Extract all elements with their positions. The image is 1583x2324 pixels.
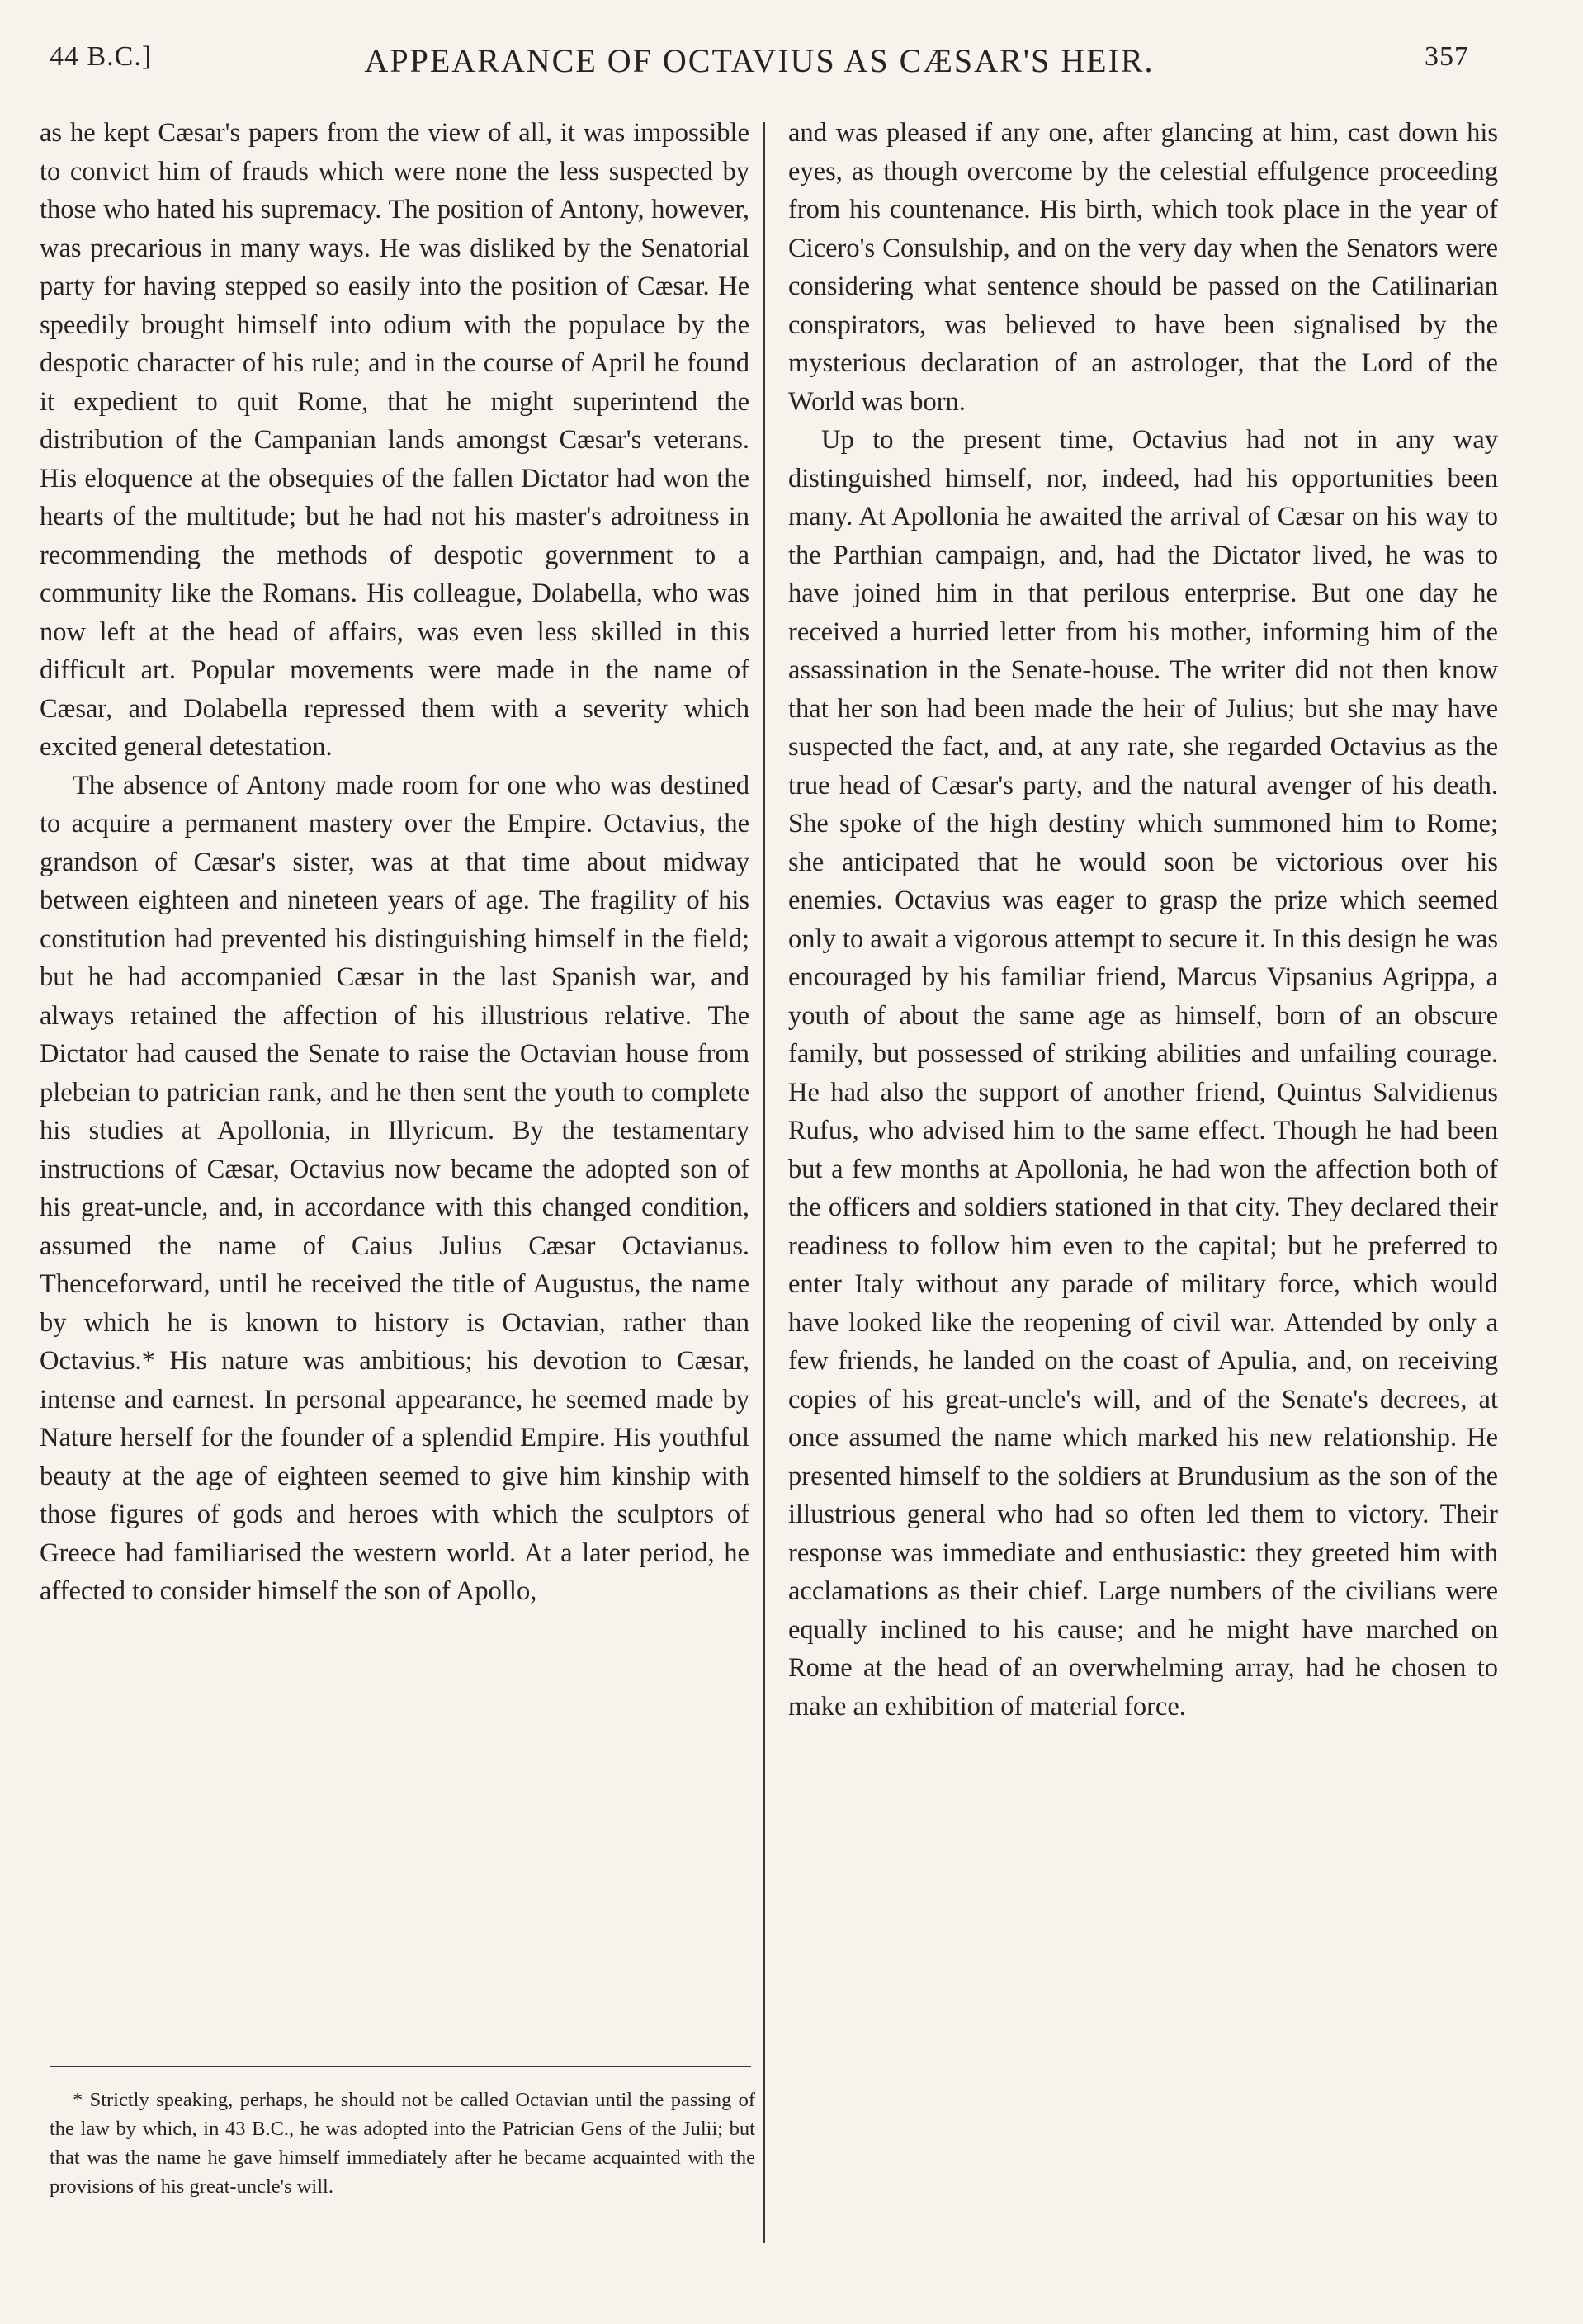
left-paragraph-1: as he kept Cæsar's papers from the view of all, it was impossible to convict him of frauds which were none the less suspected by those who hated his supremacy. The position of Antony, however, was precarious in many ways. He was disliked by the Senatorial party for having stepped so easily into the position of Cæsar. He speedily brought himself into odium with the populace by the despotic character of his rule; and in the course of April he found it expedient to quit Rome, that he might superintend the distribution of the Campanian lands amongst Cæsar's veterans. His eloquence at the obsequies of the fallen Dictator had won the hearts of the multitude; but he had not his master's adroitness in recommending the methods of despotic government to a community like the Romans. His colleague, Dolabella, who was now left at the head of affairs, was even less skilled in this difficult art. Popular movements were made in the name of Cæsar, and Dolabella repressed them with a severity which excited general detestation. xyxy=(40,118,749,762)
page-number: 357 xyxy=(1425,41,1469,72)
right-column xyxy=(788,114,1498,1726)
running-header xyxy=(50,41,1469,83)
footnote-rule xyxy=(50,2066,751,2067)
right-paragraph-1: and was pleased if any one, after glancing at him, cast down his eyes, as though overcome by the celestial effulgence proceeding from his countenance. His birth, which took place in the year of Cicero's Consulship, and on the very day when the Senators were considering what sentence should be passed on the Catilinarian conspirators, was believed to have been signalised by the mysterious declaration of an astrologer, that the Lord of the World was born. xyxy=(788,118,1498,417)
column-divider xyxy=(763,122,765,2243)
footnote-text: * Strictly speaking, perhaps, he should not be called Octavian until the passing of the law by which, in 43 B.C., he was adopted into the Patrician Gens of the Julii; but that was the name he gave himself immediately after he became acquainted with the provisions of his great-uncle's will. xyxy=(50,2089,755,2198)
header-year: 44 B.C.] xyxy=(50,41,153,72)
left-column xyxy=(40,114,749,1611)
header-title: APPEARANCE OF OCTAVIUS AS CÆSAR'S HEIR. xyxy=(364,42,1155,79)
right-paragraph-2: Up to the present time, Octavius had not in any way distinguished himself, nor, indeed, had his opportunities been many. At Apollonia he awaited the arrival of Cæsar on his way to the Parthian campaign, and, had the Dictator lived, he was to have joined him in that perilous enterprise. But one day he received a hurried letter from his mother, informing him of the assassination in the Senate-house. The writer did not then know that her son had been made the heir of Julius; but she may have suspected the fact, and, at any rate, she regarded Octavius as the true head of Cæsar's party, and the natural avenger of his death. She spoke of the high destiny which summoned him to Rome; she anticipated that he would soon be victorious over his enemies. Octavius was eager to grasp the prize which seemed only to await a vigorous attempt to secure it. In this design he was encouraged by his familiar friend, Marcus Vipsanius Agrippa, a youth of about the same age as himself, born of an obscure family, but possessed of striking abilities and unfailing courage. He had also the support of another friend, Quintus Salvidienus Rufus, who advised him to the same effect. Though he had been but a few months at Apollonia, he had won the affection both of the officers and soldiers stationed in that city. They declared their readiness to follow him even to the capital; but he preferred to enter Italy without any parade of military force, which would have looked like the reopening of civil war. Attended by only a few friends, he landed on the coast of Apulia, and, on receiving copies of his great-uncle's will, and of the Senate's decrees, at once assumed the name which marked his new relationship. He presented himself to the soldiers at Brundusium as the son of the illustrious general who had so often led them to victory. Their response was immediate and enthusiastic: they greeted him with acclamations as their chief. Large numbers of the civilians were equally inclined to his cause; and he might have marched on Rome at the head of an overwhelming array, had he chosen to make an exhibition of material force. xyxy=(788,425,1498,1722)
footnote xyxy=(50,2085,755,2201)
left-paragraph-2: The absence of Antony made room for one who was destined to acquire a permanent mastery over the Empire. Octavius, the grandson of Cæsar's sister, was at that time about midway between eighteen and nineteen years of age. The fragility of his constitution had prevented his distinguishing himself in the field; but he had accompanied Cæsar in the last Spanish war, and always retained the affection of his illustrious relative. The Dictator had caused the Senate to raise the Octavian house from plebeian to patrician rank, and he then sent the youth to complete his studies at Apollonia, in Illyricum. By the testamentary instructions of Cæsar, Octavius now became the adopted son of his great-uncle, and, in accordance with this changed condition, assumed the name of Caius Julius Cæsar Octavianus. Thenceforward, until he received the title of Augustus, the name by which he is known to history is Octavian, rather than Octavius.* His nature was ambitious; his devotion to Cæsar, intense and earnest. In personal appearance, he seemed made by Nature herself for the founder of a splendid Empire. His youthful beauty at the age of eighteen seemed to give him kinship with those figures of gods and heroes with which the sculptors of Greece had familiarised the western world. At a later period, he affected to consider himself the son of Apollo, xyxy=(40,770,749,1606)
